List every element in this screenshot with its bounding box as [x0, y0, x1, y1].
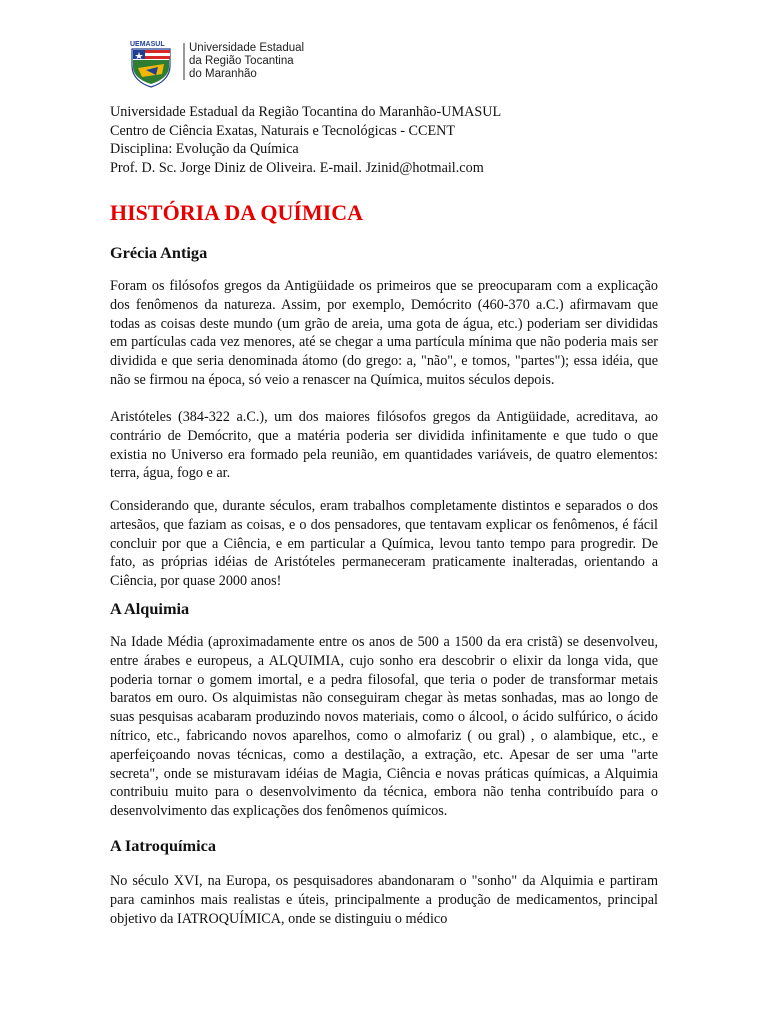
logo-line-3: do Maranhão: [189, 68, 257, 80]
header-discipline: Disciplina: Evolução da Química: [110, 141, 299, 158]
section-heading-iatroquimica: A Iatroquímica: [110, 836, 216, 855]
university-crest-icon: [128, 40, 188, 90]
course-header: [110, 103, 670, 178]
logo-badge-text: UEMASUL: [130, 41, 165, 48]
paragraph-grecia-3: Considerando que, durante séculos, eram trabalhos completamente distintos e separados o dos artesãos, que faziam as coisas, e o dos pensadores, que tentavam explicar os fenômenos, é fácil concluir por que a Ciência, e em particular a Química, levou tanto tempo para progredir. De fato, as próprias idéias de Aristóteles permaneceram praticamente inalteradas, orientando a Ciência, por quase 2000 anos!: [110, 498, 658, 590]
header-center: Centro de Ciência Exatas, Naturais e Tecnológicas - CCENT: [110, 122, 456, 139]
paragraph-grecia-1: Foram os filósofos gregos da Antigüidade os primeiros que se preocuparam com a explicação dos fenômenos da natureza. Assim, por exemplo, Demócrito (460-370 a.C.) afirmavam que todas as coisas deste mundo (um grão de areia, uma gota de água, etc.) poderiam ser divididas em partículas cada vez menores, até se chegar a uma partícula mínima que não poderia mais ser dividida e que seria denominada átomo (do grego: a, "não", e tomos, "partes"); essa idéia, que não se firmou na época, só veio a renascer na Química, muitos séculos depois.: [110, 278, 658, 388]
logo-text-block: [189, 42, 304, 81]
document-title: HISTÓRIA DA QUÍMICA: [110, 200, 364, 225]
section-heading-grecia: Grécia Antiga: [110, 243, 208, 262]
logo-line-2: da Região Tocantina: [189, 55, 294, 67]
header-professor: Prof. D. Sc. Jorge Diniz de Oliveira. E-mail. Jzinid@hotmail.com: [110, 160, 484, 177]
paragraph-iatroquimica-1: No século XVI, na Europa, os pesquisadores abandonaram o "sonho" da Alquimia e partiram para caminhos mais realistas e úteis, principalmente a produção de medicamentos, principal objetivo da IATROQUÍMICA, onde se distinguiu o médico: [110, 873, 658, 927]
section-heading-alquimia: A Alquimia: [110, 599, 190, 618]
paragraph-grecia-2: Aristóteles (384-322 a.C.), um dos maiores filósofos gregos da Antigüidade, acreditava, ao contrário de Demócrito, que a matéria poderia ser dividida infinitamente e que tudo o que existia no Universo era formado pela reunião, em quantidades variáveis, de quatro elementos: terra, água, fogo e ar.: [110, 409, 658, 482]
paragraph-alquimia-1: Na Idade Média (aproximadamente entre os anos de 500 a 1500 da era cristã) se desenvolveu, entre árabes e europeus, a ALQUIMIA, cujo sonho era descobrir o elixir da longa vida, que poderia tornar o gomem imortal, e a pedra filosofal, que teria o poder de transformar metais baratos em ouro. Os alquimistas não conseguiram chegar às metas sonhadas, mas ao longo de suas pesquisas acabaram produzindo novos materiais, como o álcool, o ácido sulfúrico, o ácido nítrico, etc., fabricando novos aparelhos, como o almofariz ( ou gral) , o alambique, etc., e aperfeiçoando novas técnicas, como a destilação, a extração, etc. Apesar de ser uma "arte secreta", onde se misturavam idéias de Magia, Ciência e novas práticas químicas, a Alquimia contribuiu muito para o desenvolvimento da técnica, embora não tenha contribuído para o desenvolvimento das explicações dos fenômenos químicos.: [110, 634, 658, 820]
logo-line-1: Universidade Estadual: [189, 42, 305, 54]
header-university: Universidade Estadual da Região Tocantina do Maranhão-UMASUL: [110, 104, 502, 120]
